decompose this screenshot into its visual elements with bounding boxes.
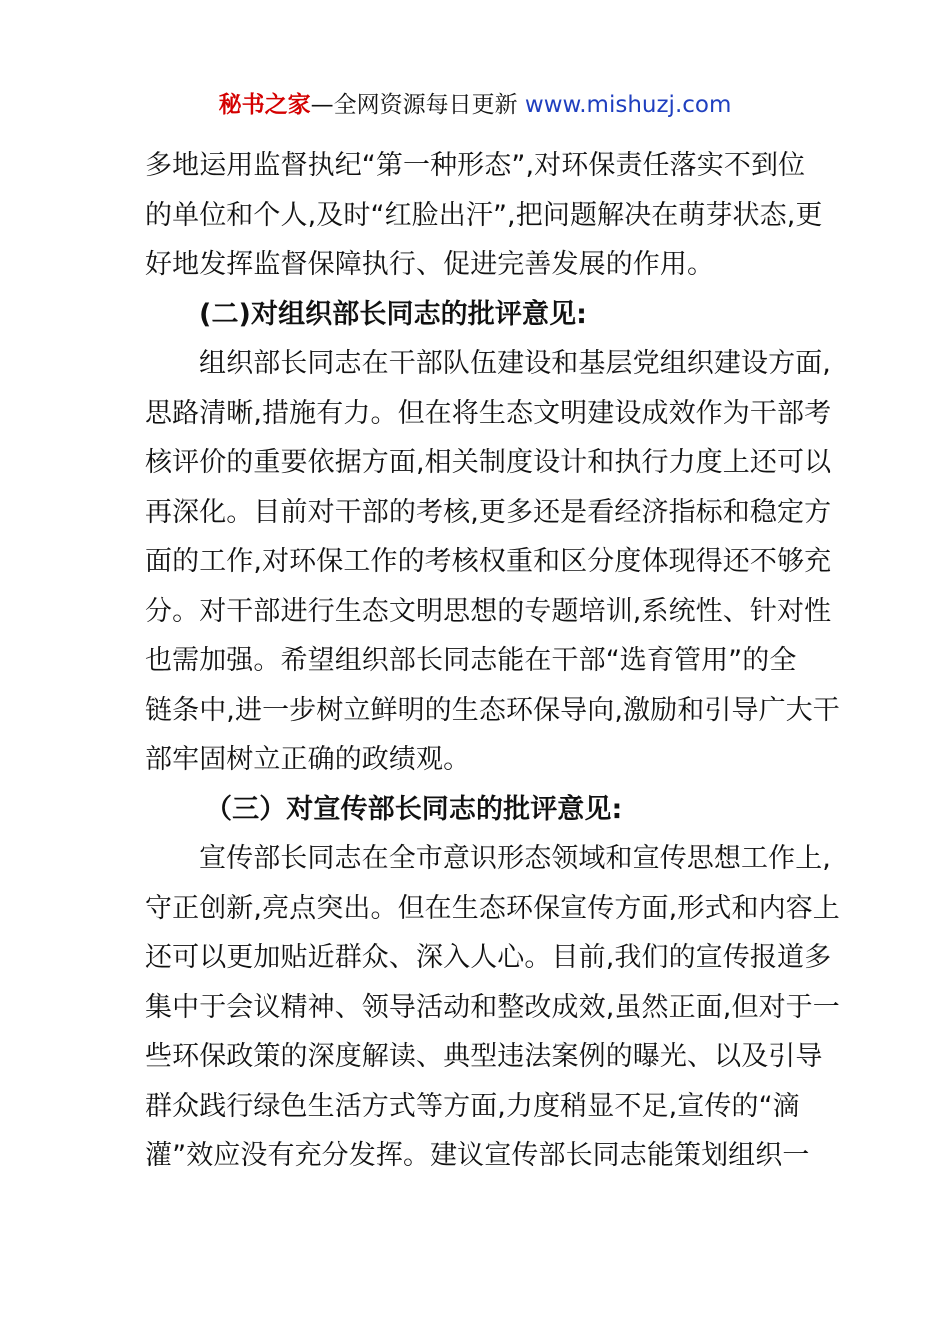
paragraph-line: 好地发挥监督保障执行、促进完善发展的作用。 [145,249,715,280]
paragraph-line: 灌”效应没有充分发挥。建议宣传部长同志能策划组织一 [145,1140,810,1171]
paragraph-line: 也需加强。希望组织部长同志能在干部“选育管用”的全 [145,645,797,676]
site-tagline: —全网资源每日更新 [310,92,525,118]
paragraph-line: 部牢固树立正确的政绩观。 [145,744,471,775]
section-heading: （三）对宣传部长同志的批评意见: [205,793,623,825]
paragraph-line: 分。对干部进行生态文明思想的专题培训,系统性、针对性 [145,595,832,627]
paragraph-line: 的单位和个人,及时“红脸出汗”,把问题解决在萌芽状态,更 [145,199,823,231]
paragraph-line: 组织部长同志在干部队伍建设和基层党组织建设方面, [199,348,831,379]
paragraph-line: 再深化。目前对干部的考核,更多还是看经济指标和稳定方 [145,496,832,528]
paragraph-line: 守正创新,亮点突出。但在生态环保宣传方面,形式和内容上 [145,892,840,924]
paragraph-line: 多地运用监督执纪“第一种形态”,对环保责任落实不到位 [145,150,806,181]
site-url[interactable]: www.mishuzj.com [524,92,732,118]
paragraph-line: 还可以更加贴近群众、深入人心。目前,我们的宣传报道多 [145,942,832,973]
paragraph-line: 链条中,进一步树立鲜明的生态环保导向,激励和引导广大干 [145,694,840,726]
site-header [0,88,950,122]
paragraph-line: 群众践行绿色生活方式等方面,力度稍显不足,宣传的“滴 [145,1090,800,1122]
paragraph-line: 面的工作,对环保工作的考核权重和区分度体现得还不够充 [145,546,832,577]
paragraph-line: 核评价的重要依据方面,相关制度设计和执行力度上还可以 [145,447,832,478]
paragraph-line: 些环保政策的深度解读、典型违法案例的曝光、以及引导 [145,1041,823,1072]
section-heading: (二)对组织部长同志的批评意见: [199,298,588,330]
paragraph-line: 宣传部长同志在全市意识形态领域和宣传思想工作上, [199,843,831,874]
paragraph-line: 集中于会议精神、领导活动和整改成效,虽然正面,但对于一 [145,991,840,1023]
document-body [145,141,840,1181]
site-brand: 秘书之家 [218,92,311,118]
paragraph-line: 思路清晰,措施有力。但在将生态文明建设成效作为干部考 [145,397,832,429]
